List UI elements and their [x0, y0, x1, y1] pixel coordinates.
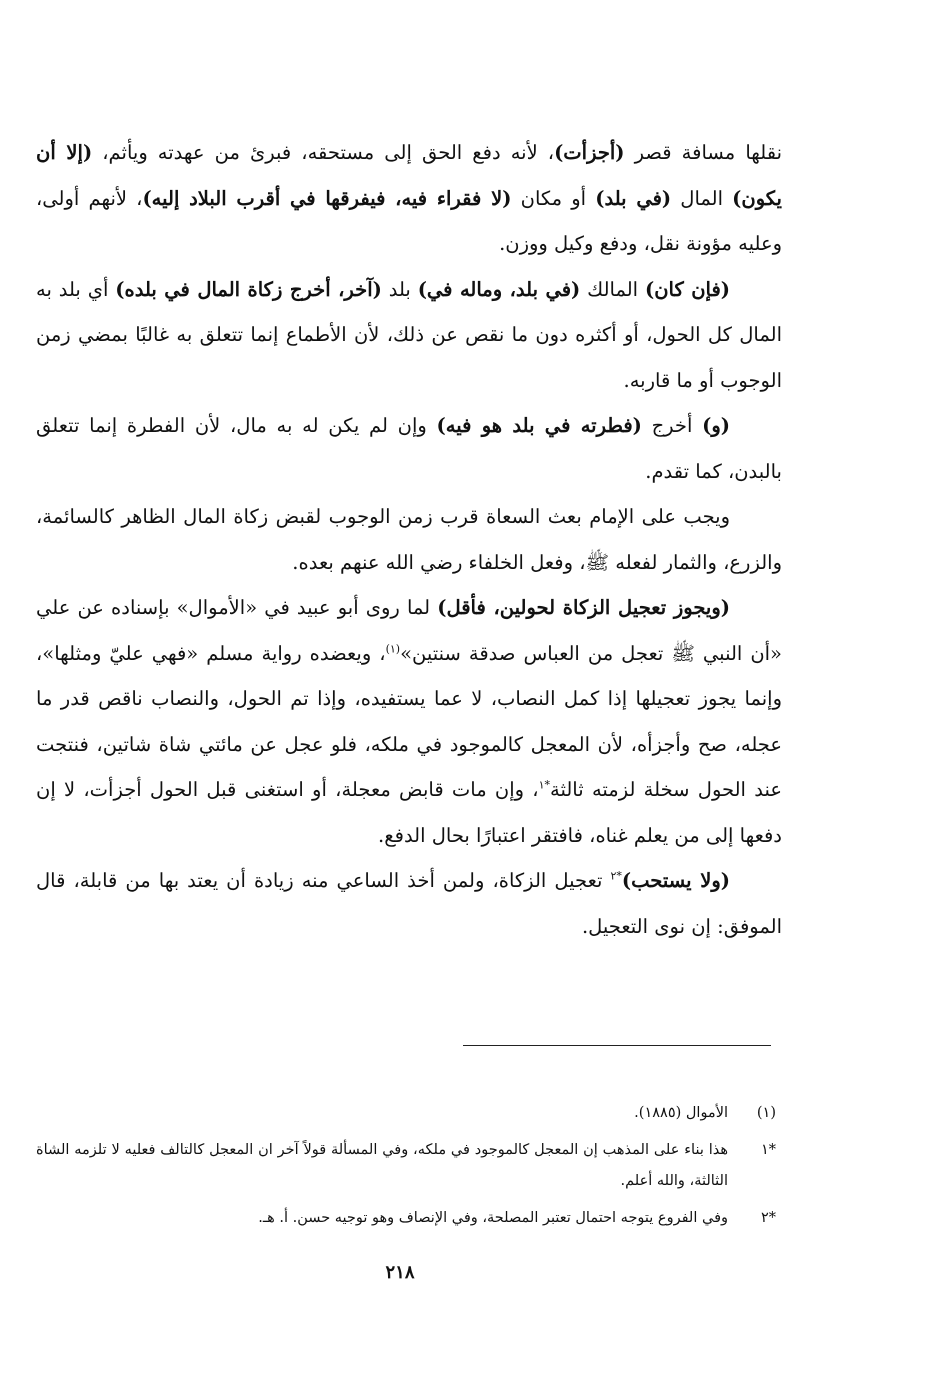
footnote-marker: (١)	[756, 1105, 776, 1121]
footnote-item	[36, 1135, 776, 1197]
commentary-text: أخرج	[641, 414, 703, 437]
main-text-body	[36, 130, 782, 949]
footnote-marker: *١	[760, 1142, 776, 1158]
commentary-text: أو مكان	[511, 186, 596, 210]
commentary-text: ، لأنهم أولى، وعليه مؤونة نقل، ودفع وكيل ووزن.	[36, 186, 782, 255]
footnote-item	[36, 1203, 776, 1234]
commentary-text: لما روى أبو عبيد في «الأموال» بإسناده عن علي «أن النبي ﷺ تعجل من العباس صدقة سنتين»	[36, 596, 782, 665]
footnote-separator	[463, 1045, 771, 1046]
matn-text: (لا فقراء فيه، فيفرقها في أقرب البلاد إليه)	[142, 186, 512, 210]
commentary-text: نقلها مسافة قصر	[624, 141, 782, 164]
footnote-text: وفي الفروع يتوجه احتمال تعتبر المصلحة، وفي الإنصاف وهو توجيه حسن. أ. هـ.	[258, 1210, 728, 1226]
matn-text: (أجزأت)	[554, 141, 625, 164]
commentary-text: أي بلد به المال كل الحول، أو أكثره دون ما نقص عن ذلك، لأن الأطماع إنما تتعلق به غالبًا بمضي زمن الوجوب أو ما قاربه.	[36, 277, 782, 392]
matn-text: (و)	[702, 414, 730, 437]
paragraph	[36, 494, 782, 585]
commentary-text: ويجب على الإمام بعث السعاة قرب زمن الوجوب لقبض زكاة المال الظاهر كالسائمة، والزرع، والثمار لفعله ﷺ، وفعل الخلفاء رضي الله عنهم بعده.	[36, 505, 782, 574]
footnote-text: الأموال (١٨٨٥).	[634, 1105, 728, 1121]
footnote-text: هذا بناء على المذهب إن المعجل كالموجود في ملكه، وفي المسألة قولاً آخر ان المعجل كالتالف فعليه لا تلزمه الشاة الثالثة، والله أعلم.	[36, 1142, 728, 1189]
matn-text: (فطرته في بلد هو فيه)	[436, 414, 642, 437]
matn-text: (إلا أن يكون)	[36, 141, 782, 210]
matn-text: (في بلد)	[595, 186, 672, 210]
matn-text: (ويجوز تعجيل الزكاة لحولين، فأقل)	[437, 596, 730, 619]
commentary-text: وإن لم يكن له به مال، لأن الفطرة إنما تتعلق بالبدن، كما تقدم.	[36, 414, 782, 483]
footnote-reference: (١)	[385, 642, 401, 655]
paragraph	[36, 130, 782, 267]
footnote-reference: *٢	[610, 869, 622, 883]
commentary-text: ، لأنه دفع الحق إلى مستحقه، فبرئ من عهدته ويأثم،	[92, 141, 555, 164]
matn-text: (آخر، أخرج زكاة المال في بلده)	[115, 277, 382, 301]
paragraph	[36, 403, 782, 494]
commentary-text: المال	[671, 186, 733, 210]
footnotes	[36, 1098, 776, 1240]
commentary-text: المالك	[580, 277, 645, 301]
commentary-text: بلد	[381, 277, 418, 301]
commentary-text: ، ويعضده رواية مسلم «فهي عليّ ومثلها»، وإنما يجوز تعجيلها إذا كمل النصاب، لا عما يستفيده، وإذا تم الحول، والنصاب ناقص قدر ما عجله، صح وأجزأه، لأن المعجل كالموجود في ملكه، فلو عجل عن مائتي شاة شاتين، فنتجت عند الحول سخلة لزمته ثالثة	[36, 641, 782, 801]
paragraph	[36, 267, 782, 404]
matn-text: (في بلد، وماله في)	[417, 277, 581, 301]
matn-text: (ولا يستحب)	[621, 869, 730, 892]
commentary-text: ، وإن مات قابض معجلة، أو استغنى قبل الحول أجزأت، لا إن دفعها إلى من يعلم غناه، فافتقر اعتبارًا بحال الدفع.	[36, 778, 782, 847]
footnote-marker: *٢	[760, 1210, 776, 1226]
page-number: ٢١٨	[385, 1262, 415, 1283]
commentary-text: تعجيل الزكاة، ولمن أخذ الساعي منه زيادة أن يعتد بها من قابلة، قال الموفق: إن نوى التعجيل.	[36, 869, 782, 938]
paragraph	[36, 585, 782, 858]
footnote-item	[36, 1098, 776, 1129]
footnote-reference: *١	[538, 778, 551, 792]
matn-text: (فإن كان)	[644, 277, 731, 301]
paragraph	[36, 858, 782, 949]
